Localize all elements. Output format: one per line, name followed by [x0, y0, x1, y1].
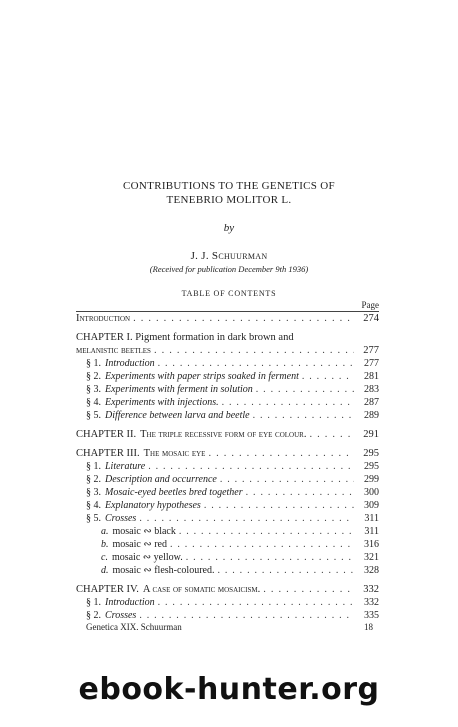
section-label: Explanatory hypotheses	[105, 500, 201, 511]
toc-chapter-4[interactable]	[76, 583, 379, 596]
section-page: 300	[364, 487, 379, 498]
received-note: (Received for publication December 9th 1936)	[149, 264, 309, 274]
toc-subsection[interactable]	[101, 538, 379, 551]
dot-leader	[217, 564, 354, 577]
section-page: 311	[364, 513, 379, 524]
section-page: 283	[364, 384, 379, 395]
chapter-2-number: CHAPTER II.	[76, 429, 137, 440]
subsection-page: 328	[364, 565, 379, 576]
toc-entry-label: Introduction	[76, 313, 131, 324]
subsection-letter: d.	[101, 565, 109, 576]
dot-leader	[246, 486, 354, 499]
chapter-1-title-line-2: melanistic beetles	[76, 345, 151, 356]
toc-section[interactable]	[86, 383, 379, 396]
section-label: Mosaic-eyed beetles bred together	[105, 487, 243, 498]
section-label: Introduction	[105, 358, 155, 369]
toc-chapter-1-heading[interactable]	[76, 331, 379, 344]
section-label: Experiments with injections.	[105, 397, 219, 408]
dot-leader	[220, 473, 354, 486]
chapter-1-number: CHAPTER I.	[76, 332, 133, 343]
subsection-label: mosaic ∾ flesh-coloured.	[112, 565, 215, 576]
subsection-label: mosaic ∾ red	[112, 539, 167, 550]
subsection-letter: c.	[101, 552, 108, 563]
dot-leader	[158, 596, 354, 609]
chapter-3-page: 295	[363, 448, 379, 459]
dot-leader	[256, 383, 354, 396]
toc-section[interactable]	[86, 609, 379, 622]
toc-entry-introduction[interactable]	[76, 312, 379, 325]
dot-leader	[309, 428, 354, 441]
subsection-page: 316	[364, 539, 379, 550]
dot-leader	[204, 499, 354, 512]
toc-section[interactable]	[86, 499, 379, 512]
section-label: Description and occurrence	[105, 474, 217, 485]
section-page: 309	[364, 500, 379, 511]
subsection-label: mosaic ∾ yellow.	[111, 552, 183, 563]
section-number: § 3.	[86, 487, 101, 498]
section-page: 332	[364, 597, 379, 608]
section-label: Crosses	[105, 513, 137, 524]
subsection-page: 321	[364, 552, 379, 563]
page-column-label: Page	[361, 300, 379, 310]
chapter-2-title: The triple recessive form of eye colour.	[140, 429, 307, 440]
toc-section[interactable]	[86, 473, 379, 486]
section-label: Difference between larva and beetle	[105, 410, 250, 421]
toc-subsection[interactable]	[101, 525, 379, 538]
subsection-page: 311	[364, 526, 379, 537]
section-label: Experiments with ferment in solution	[105, 384, 253, 395]
section-number: § 4.	[86, 397, 101, 408]
toc-section[interactable]	[86, 409, 379, 422]
dot-leader	[253, 409, 354, 422]
dot-leader	[158, 357, 354, 370]
subsection-letter: a.	[101, 526, 109, 537]
chapter-4-title: A case of somatic mosaicism.	[142, 584, 261, 595]
dot-leader	[179, 525, 354, 538]
section-number: § 2.	[86, 474, 101, 485]
watermark-text: ebook-hunter.org	[78, 672, 380, 707]
chapter-4-number: CHAPTER IV.	[76, 584, 139, 595]
dot-leader	[139, 512, 354, 525]
chapter-2-page: 291	[363, 429, 379, 440]
section-page: 277	[364, 358, 379, 369]
toc-section[interactable]	[86, 460, 379, 473]
article-title-line-2: TENEBRIO MOLITOR L.	[166, 194, 292, 206]
chapter-4-page: 332	[363, 584, 379, 595]
dot-leader	[154, 344, 354, 357]
chapter-1-title-line-1: Pigment formation in dark brown and	[135, 332, 294, 343]
section-page: 335	[364, 610, 379, 621]
chapter-3-number: CHAPTER III.	[76, 448, 140, 459]
dot-leader	[170, 538, 354, 551]
toc-chapter-3[interactable]	[76, 447, 379, 460]
dot-leader	[133, 312, 354, 325]
chapter-1-page: 277	[363, 345, 379, 356]
toc-subsection[interactable]	[101, 564, 379, 577]
section-label: Experiments with paper strips soaked in ferment	[105, 371, 299, 382]
section-number: § 3.	[86, 384, 101, 395]
toc-chapter-2[interactable]	[76, 428, 379, 441]
section-page: 289	[364, 410, 379, 421]
toc-chapter-1[interactable]	[76, 344, 379, 357]
subsection-label: mosaic ∾ black	[112, 526, 176, 537]
section-number: § 4.	[86, 500, 101, 511]
section-label: Introduction	[105, 597, 155, 608]
byline-by: by	[223, 222, 235, 234]
toc-section[interactable]	[86, 596, 379, 609]
section-page: 281	[364, 371, 379, 382]
dot-leader	[263, 583, 354, 596]
section-number: § 1.	[86, 358, 101, 369]
section-number: § 5.	[86, 410, 101, 421]
section-number: § 1.	[86, 461, 101, 472]
section-page: 287	[364, 397, 379, 408]
section-label: Crosses	[105, 610, 137, 621]
article-title-line-1: CONTRIBUTIONS TO THE GENETICS OF	[123, 180, 335, 192]
footer-journal: Genetica XIX. Schuurman	[86, 622, 182, 632]
section-label: Literature	[105, 461, 146, 472]
toc-entry-page: 274	[363, 313, 379, 324]
author-name: J. J. Schuurman	[190, 250, 268, 262]
section-page: 295	[364, 461, 379, 472]
toc-subsection[interactable]	[101, 551, 379, 564]
section-number: § 2.	[86, 371, 101, 382]
section-number: § 2.	[86, 610, 101, 621]
toc-section[interactable]	[86, 486, 379, 499]
toc-heading: TABLE OF CONTENTS	[181, 289, 277, 298]
dot-leader	[186, 551, 354, 564]
dot-leader	[148, 460, 354, 473]
chapter-3-title: The mosaic eye	[143, 448, 206, 459]
subsection-letter: b.	[101, 539, 109, 550]
section-number: § 1.	[86, 597, 101, 608]
section-number: § 5.	[86, 513, 101, 524]
toc-section[interactable]	[86, 512, 379, 525]
section-page: 299	[364, 474, 379, 485]
toc-section[interactable]	[86, 357, 379, 370]
dot-leader	[222, 396, 354, 409]
toc-section[interactable]	[86, 396, 379, 409]
dot-leader	[139, 609, 354, 622]
dot-leader	[302, 370, 354, 383]
dot-leader	[208, 447, 354, 460]
toc-section[interactable]	[86, 370, 379, 383]
footer-sheet-number: 18	[364, 622, 373, 632]
